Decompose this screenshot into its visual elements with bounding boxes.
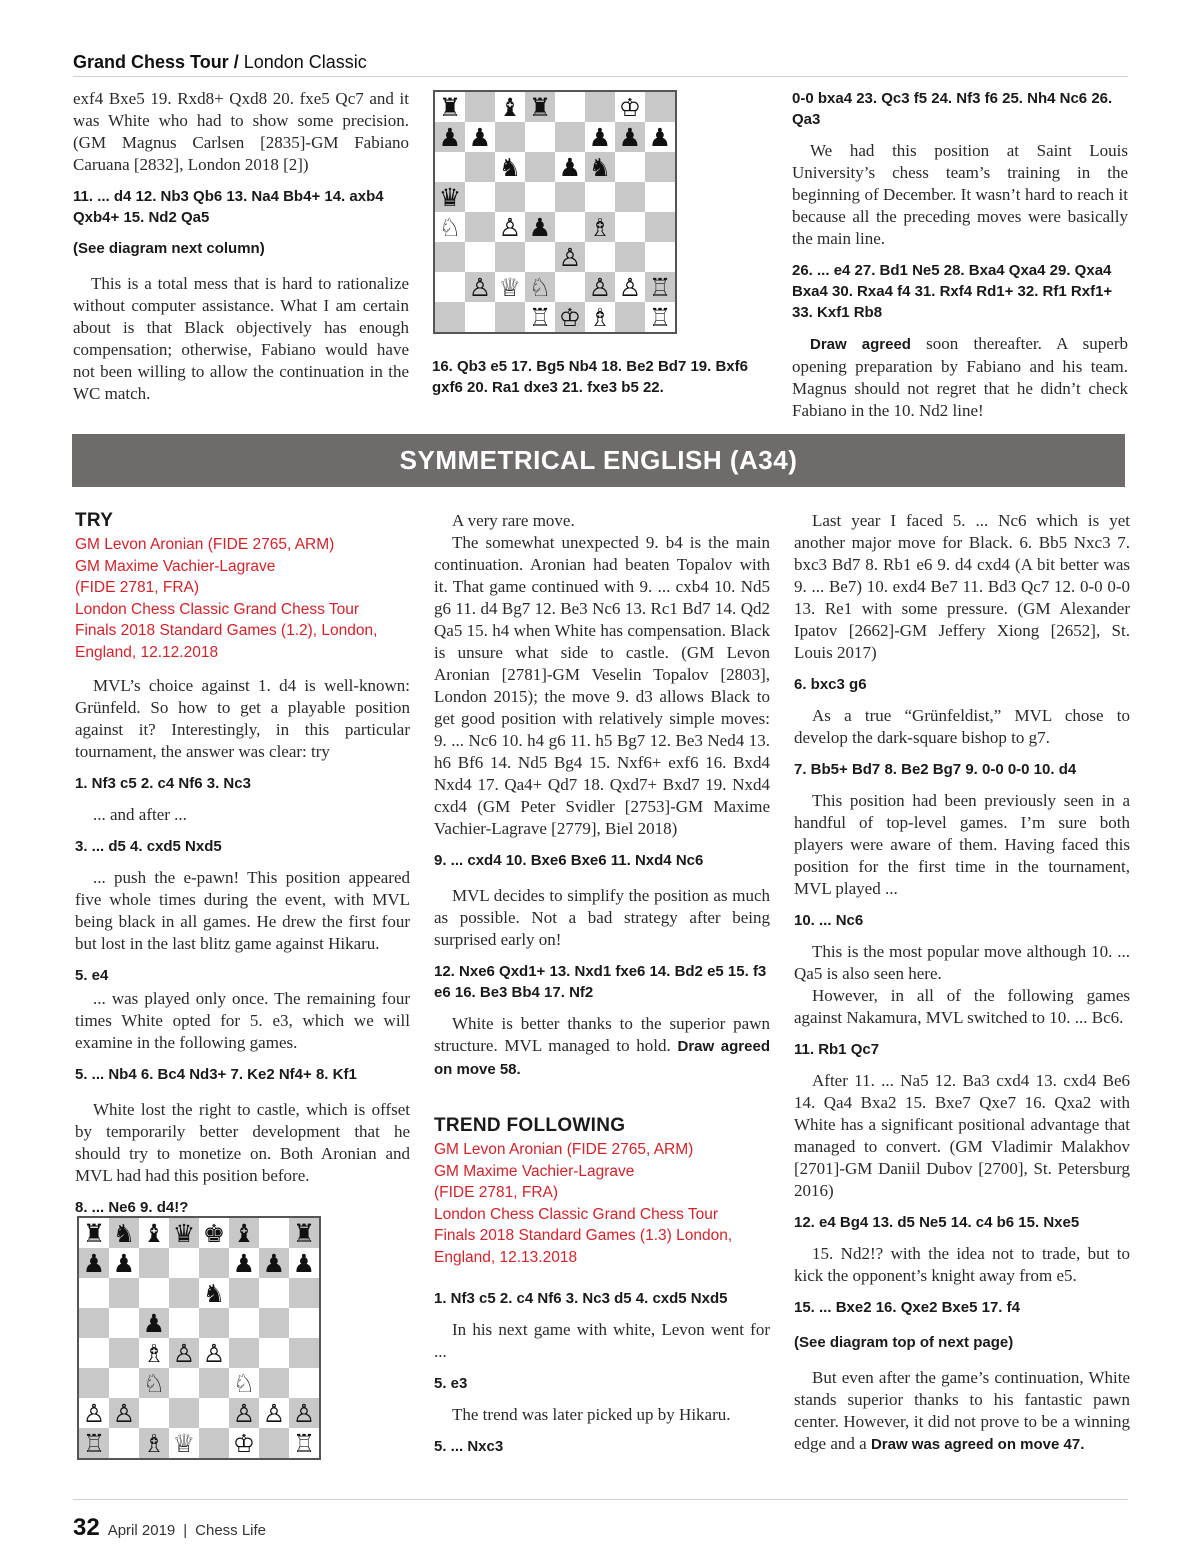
col3-paragraph-8-text: But even after the game’s continuation, White stands superior thanks to his fantastic pawn center. However, it did not prove to be a winning edge and a — [794, 1368, 1130, 1453]
col3-moves-6: 15. ... Bxe2 16. Qxe2 Bxe5 17. f4 — [794, 1299, 1020, 1316]
square-d4 — [169, 1338, 199, 1368]
square-h1 — [289, 1428, 319, 1458]
col3-moves-1: 6. bxc3 g6 — [794, 676, 867, 693]
square-g6 — [615, 152, 645, 182]
col1-moves-2: 3. ... d5 4. cxd5 Nxd5 — [75, 838, 222, 855]
square-f4 — [229, 1338, 259, 1368]
top-col3-paragraph-2 — [792, 333, 1128, 422]
square-c7 — [139, 1248, 169, 1278]
col3-diagram-note: (See diagram top of next page) — [794, 1334, 1014, 1351]
col1-paragraph-3: ... push the e-pawn! This position appeared five whole times during the event, with MVL being black in all games. He drew the first four but lost in the last blitz game against Hikaru. — [75, 868, 410, 953]
square-g1 — [615, 302, 645, 332]
col3-paragraph-4: This is the most popular move although 10. ... Qa5 is also seen here. — [794, 942, 1130, 983]
top-column-1 — [73, 88, 409, 415]
footer-magazine: Chess Life — [195, 1522, 267, 1539]
trend-event-line-1: London Chess Classic Grand Chess Tour — [434, 1205, 719, 1223]
header-series: Grand Chess Tour — [73, 52, 229, 72]
black-king-icon: ♚ — [202, 1218, 226, 1248]
header-event: London Classic — [243, 52, 367, 72]
square-e1 — [199, 1428, 229, 1458]
white-pawn-icon: ♙ — [202, 1338, 226, 1368]
square-h1 — [645, 302, 675, 332]
black-pawn-icon: ♟ — [618, 122, 642, 152]
white-rook-icon: ♖ — [292, 1428, 316, 1458]
col2-moves-5: 5. ... Nxc3 — [434, 1438, 504, 1455]
square-b7 — [465, 122, 495, 152]
square-g7 — [259, 1248, 289, 1278]
col1-moves-1: 1. Nf3 c5 2. c4 Nf6 3. Nc3 — [75, 775, 251, 792]
white-pawn-icon: ♙ — [498, 212, 522, 242]
square-a2 — [79, 1398, 109, 1428]
square-a1 — [435, 302, 465, 332]
white-pawn-icon: ♙ — [262, 1398, 286, 1428]
square-e3 — [199, 1368, 229, 1398]
square-f4 — [585, 212, 615, 242]
white-rook-icon: ♖ — [82, 1428, 106, 1458]
trend-black-player: GM Maxime Vachier-Lagrave — [434, 1162, 635, 1180]
square-f6 — [585, 152, 615, 182]
white-bishop-icon: ♗ — [588, 302, 612, 332]
square-e7 — [555, 122, 585, 152]
square-f3 — [229, 1368, 259, 1398]
square-b8 — [465, 92, 495, 122]
square-b6 — [109, 1278, 139, 1308]
square-d1 — [169, 1428, 199, 1458]
white-knight-icon: ♘ — [232, 1368, 256, 1398]
col3-moves-3: 10. ... Nc6 — [794, 912, 864, 929]
col3-paragraph-7: 15. Nd2!? with the idea not to trade, but to kick the opponent’s knight away from e5. — [794, 1244, 1130, 1285]
page-number: 32 — [73, 1514, 100, 1541]
square-f5 — [229, 1308, 259, 1338]
square-b2 — [465, 272, 495, 302]
section-banner: SYMMETRICAL ENGLISH (A34) — [72, 434, 1125, 487]
black-knight-icon: ♞ — [112, 1218, 136, 1248]
square-a2 — [435, 272, 465, 302]
square-e2 — [199, 1398, 229, 1428]
square-a3 — [435, 242, 465, 272]
square-h5 — [645, 182, 675, 212]
square-a3 — [79, 1368, 109, 1398]
white-pawn-icon: ♙ — [558, 242, 582, 272]
square-c8 — [495, 92, 525, 122]
square-f5 — [585, 182, 615, 212]
square-h5 — [289, 1308, 319, 1338]
draw-agreed-label: Draw agreed — [810, 336, 911, 353]
square-h4 — [645, 212, 675, 242]
trend-event-line-2: Finals 2018 Standard Games (1.3) London, — [434, 1227, 733, 1244]
black-rook-icon: ♜ — [528, 92, 552, 122]
top-column-3 — [792, 88, 1128, 432]
square-c1 — [139, 1428, 169, 1458]
black-rook-icon: ♜ — [438, 92, 462, 122]
white-pawn-icon: ♙ — [232, 1398, 256, 1428]
square-b1 — [109, 1428, 139, 1458]
black-knight-icon: ♞ — [588, 152, 612, 182]
col2-paragraph-5: In his next game with white, Levon went for ... — [434, 1320, 770, 1361]
chess-diagram-bottom — [77, 1216, 321, 1460]
bottom-column-2 — [434, 510, 770, 1467]
col3-moves-2: 7. Bb5+ Bd7 8. Be2 Bg7 9. 0-0 0-0 10. d4 — [794, 761, 1077, 778]
black-pawn-icon: ♟ — [142, 1308, 166, 1338]
square-c6 — [139, 1278, 169, 1308]
square-f2 — [585, 272, 615, 302]
white-king-icon: ♔ — [618, 92, 642, 122]
black-queen-icon: ♛ — [438, 182, 462, 212]
header-rule — [73, 76, 1128, 77]
black-knight-icon: ♞ — [202, 1278, 226, 1308]
col3-moves-5: 12. e4 Bg4 13. d5 Ne5 14. c4 b6 15. Nxe5 — [794, 1214, 1080, 1231]
chess-diagram-top — [433, 90, 677, 334]
square-d2 — [525, 272, 555, 302]
square-h3 — [289, 1368, 319, 1398]
square-g5 — [615, 182, 645, 212]
square-a6 — [79, 1278, 109, 1308]
square-b4 — [109, 1338, 139, 1368]
black-player-rating: (FIDE 2781, FRA) — [75, 579, 200, 596]
square-f2 — [229, 1398, 259, 1428]
square-e5 — [199, 1308, 229, 1338]
white-pawn-icon: ♙ — [82, 1398, 106, 1428]
square-a1 — [79, 1428, 109, 1458]
square-e6 — [555, 152, 585, 182]
col3-paragraph-1: Last year I faced 5. ... Nc6 which is yet another major move for Black. 6. Bb5 Nxc3 7. bxc3 Bd7 8. Rb1 e6 9. d4 cxd4 (A bit better was 9. ... Be7) 10. exd4 Be7 11. Bd3 Qc7 12. 0-0 0-0 13. Re1 with some pressure. (GM Alexander Ipatov [2662]-GM Jeffery Xiong [2652], St. Louis 2017) — [794, 511, 1130, 662]
section-heading-trend-following: TREND FOLLOWING — [434, 1115, 626, 1136]
square-d8 — [525, 92, 555, 122]
square-d7 — [169, 1248, 199, 1278]
black-pawn-icon: ♟ — [232, 1248, 256, 1278]
square-c6 — [495, 152, 525, 182]
white-bishop-icon: ♗ — [142, 1428, 166, 1458]
square-g3 — [615, 242, 645, 272]
white-queen-icon: ♕ — [172, 1428, 196, 1458]
white-knight-icon: ♘ — [438, 212, 462, 242]
square-a7 — [435, 122, 465, 152]
white-pawn-icon: ♙ — [292, 1398, 316, 1428]
square-g4 — [615, 212, 645, 242]
square-e3 — [555, 242, 585, 272]
black-pawn-icon: ♟ — [468, 122, 492, 152]
trend-event-line-3: England, 12.13.2018 — [434, 1248, 578, 1266]
col2-moves-2: 12. Nxe6 Qxd1+ 13. Nxd1 fxe6 14. Bd2 e5 15. f3 e6 16. Be3 Bb4 17. Nf2 — [434, 963, 767, 1001]
white-pawn-icon: ♙ — [588, 272, 612, 302]
col2-paragraph-4-text: White is better thanks to the superior pawn structure. MVL managed to hold. — [434, 1014, 770, 1055]
square-d6 — [169, 1278, 199, 1308]
footer-date: April 2019 — [107, 1522, 176, 1539]
square-c2 — [495, 272, 525, 302]
square-d3 — [169, 1368, 199, 1398]
black-rook-icon: ♜ — [82, 1218, 106, 1248]
col3-paragraph-5: However, in all of the following games against Nakamura, MVL switched to 10. ... Bc6. — [794, 986, 1130, 1027]
white-knight-icon: ♘ — [142, 1368, 166, 1398]
col3-paragraph-6: After 11. ... Na5 12. Ba3 cxd4 13. cxd4 Be6 14. Qa4 Bxa2 15. Bxe7 Qxe7 16. Qxa2 with White has a significant positional advantage that managed to convert. (GM Vladimir Malakhov [2701]-GM Daniil Dubov [2700], St. Petersburg 2016) — [794, 1071, 1130, 1200]
square-b7 — [109, 1248, 139, 1278]
col2-paragraph-6: The trend was later picked up by Hikaru. — [452, 1405, 731, 1424]
white-rook-icon: ♖ — [648, 302, 672, 332]
col2-paragraph-4 — [434, 1013, 770, 1081]
white-bishop-icon: ♗ — [588, 212, 612, 242]
black-pawn-icon: ♟ — [262, 1248, 286, 1278]
page-footer — [73, 1514, 266, 1542]
square-h2 — [645, 272, 675, 302]
black-pawn-icon: ♟ — [82, 1248, 106, 1278]
square-e4 — [555, 212, 585, 242]
square-b6 — [465, 152, 495, 182]
black-knight-icon: ♞ — [498, 152, 522, 182]
top-column-2 — [432, 356, 772, 408]
top-col1-paragraph-2: This is a total mess that is hard to rationalize without computer assistance. What I am certain about is that Black objectively has enough compensation; otherwise, Fabiano would have not been willing to allow the continuation in the WC match. — [73, 274, 409, 403]
white-rook-icon: ♖ — [648, 272, 672, 302]
col2-paragraph-2: The somewhat unexpected 9. b4 is the main continuation. Aronian had beaten Topalov with it. That game continued with 9. ... cxb4 10. Nd5 g6 11. d4 Bg7 12. Be3 Nc6 13. Rc1 Bd7 14. Qd2 Qa5 15. h4 when White has compensation. Black is unsure what side to castle. (GM Levon Aronian [2781]-GM Veselin Topalov [2803], London 2015); the move 9. d3 allows Black to get good position with relatively simple moves: 9. ... Nc6 10. h4 g6 11. h5 Bg7 12. Be3 Ned4 13. h6 Bf6 14. Nd5 Bg4 15. Nxf6+ exf6 16. Bxd4 Nxd4 17. Qa4+ Qd7 18. Qxd7+ Bxd7 19. Nxd4 cxd4 (GM Peter Svidler [2753]-GM Maxime Vachier-Lagrave [2779], Biel 2018) — [434, 533, 770, 838]
square-c2 — [139, 1398, 169, 1428]
square-h3 — [645, 242, 675, 272]
square-h8 — [289, 1218, 319, 1248]
black-pawn-icon: ♟ — [558, 152, 582, 182]
white-queen-icon: ♕ — [498, 272, 522, 302]
black-pawn-icon: ♟ — [438, 122, 462, 152]
square-g2 — [259, 1398, 289, 1428]
square-a4 — [435, 212, 465, 242]
square-a5 — [435, 182, 465, 212]
white-player: GM Levon Aronian (FIDE 2765, ARM) — [75, 536, 335, 553]
square-d4 — [525, 212, 555, 242]
square-c1 — [495, 302, 525, 332]
square-h8 — [645, 92, 675, 122]
square-b3 — [465, 242, 495, 272]
trend-black-player-rating: (FIDE 2781, FRA) — [434, 1184, 559, 1201]
square-b8 — [109, 1218, 139, 1248]
col1-paragraph-5: White lost the right to castle, which is offset by temporarily better development that he should try to monetize on. Both Aronian and MVL had had this position before. — [75, 1100, 410, 1185]
black-rook-icon: ♜ — [292, 1218, 316, 1248]
square-e2 — [555, 272, 585, 302]
square-b3 — [109, 1368, 139, 1398]
running-header — [73, 52, 1128, 73]
square-h7 — [289, 1248, 319, 1278]
header-separator: / — [228, 52, 244, 72]
col1-paragraph-4: ... was played only once. The remaining four times White opted for 5. e3, which we will examine in the following games. — [75, 989, 410, 1052]
square-g4 — [259, 1338, 289, 1368]
square-f3 — [585, 242, 615, 272]
square-b2 — [109, 1398, 139, 1428]
square-a8 — [79, 1218, 109, 1248]
square-h4 — [289, 1338, 319, 1368]
col1-moves-4: 5. ... Nb4 6. Bc4 Nd3+ 7. Ke2 Nf4+ 8. Kf1 — [75, 1066, 357, 1083]
square-c3 — [139, 1368, 169, 1398]
col2-paragraph-3: MVL decides to simplify the position as much as possible. Not a bad strategy after being surprised early on! — [434, 886, 770, 949]
square-f7 — [229, 1248, 259, 1278]
event-line-3: England, 12.12.2018 — [75, 643, 219, 661]
square-h6 — [289, 1278, 319, 1308]
square-e5 — [555, 182, 585, 212]
col1-paragraph-2: ... and after ... — [93, 805, 187, 824]
square-g8 — [259, 1218, 289, 1248]
square-b1 — [465, 302, 495, 332]
square-c4 — [139, 1338, 169, 1368]
white-king-icon: ♔ — [232, 1428, 256, 1458]
square-f8 — [229, 1218, 259, 1248]
square-d5 — [169, 1308, 199, 1338]
square-h2 — [289, 1398, 319, 1428]
square-c4 — [495, 212, 525, 242]
top-col2-moves-1: 16. Qb3 e5 17. Bg5 Nb4 18. Be2 Bd7 19. Bxf6 gxf6 20. Ra1 dxe3 21. fxe3 b5 22. — [432, 358, 748, 396]
square-f8 — [585, 92, 615, 122]
black-pawn-icon: ♟ — [292, 1248, 316, 1278]
square-e1 — [555, 302, 585, 332]
top-col1-paragraph-1: exf4 Bxe5 19. Rxd8+ Qxd8 20. fxe5 Qc7 and it was White who had to show some precision. (GM Magnus Carlsen [2835]-GM Fabiano Caruana [2832], London 2018 [2]) — [73, 89, 409, 174]
square-g1 — [259, 1428, 289, 1458]
square-d2 — [169, 1398, 199, 1428]
col3-paragraph-2: As a true “Grünfeldist,” MVL chose to develop the dark-square bishop to g7. — [794, 706, 1130, 747]
square-c7 — [495, 122, 525, 152]
white-pawn-icon: ♙ — [618, 272, 642, 302]
square-e8 — [199, 1218, 229, 1248]
black-pawn-icon: ♟ — [648, 122, 672, 152]
col3-moves-4: 11. Rb1 Qc7 — [794, 1041, 880, 1058]
col2-draw-agreed: Draw agreed on move 58. — [434, 1038, 770, 1078]
white-pawn-icon: ♙ — [172, 1338, 196, 1368]
square-c8 — [139, 1218, 169, 1248]
white-rook-icon: ♖ — [528, 302, 552, 332]
square-a5 — [79, 1308, 109, 1338]
square-a8 — [435, 92, 465, 122]
col3-paragraph-8 — [794, 1367, 1130, 1456]
square-e6 — [199, 1278, 229, 1308]
footer-rule — [73, 1499, 1128, 1500]
white-pawn-icon: ♙ — [468, 272, 492, 302]
square-c5 — [139, 1308, 169, 1338]
event-line-1: London Chess Classic Grand Chess Tour — [75, 600, 360, 618]
square-h7 — [645, 122, 675, 152]
square-g6 — [259, 1278, 289, 1308]
square-f1 — [585, 302, 615, 332]
square-f7 — [585, 122, 615, 152]
col1-moves-5: 8. ... Ne6 9. d4!? — [75, 1199, 189, 1216]
event-line-2: Finals 2018 Standard Games (1.2), London, — [75, 622, 378, 639]
square-d1 — [525, 302, 555, 332]
black-pawn-icon: ♟ — [112, 1248, 136, 1278]
black-pawn-icon: ♟ — [528, 212, 552, 242]
square-a7 — [79, 1248, 109, 1278]
black-bishop-icon: ♝ — [142, 1218, 166, 1248]
square-f1 — [229, 1428, 259, 1458]
top-col3-paragraph-2-text: soon thereafter. A superb opening preparation by Fabiano and his team. Magnus should not regret that he didn’t check Fabiano in the 10. Nd2 line! — [792, 334, 1128, 420]
square-h6 — [645, 152, 675, 182]
square-g8 — [615, 92, 645, 122]
square-b4 — [465, 212, 495, 242]
square-c3 — [495, 242, 525, 272]
square-b5 — [109, 1308, 139, 1338]
white-bishop-icon: ♗ — [142, 1338, 166, 1368]
top-col3-moves-1: 0-0 bxa4 23. Qc3 f5 24. Nf3 f6 25. Nh4 Nc6 26. Qa3 — [792, 90, 1113, 128]
black-queen-icon: ♛ — [172, 1218, 196, 1248]
col1-paragraph-1: MVL’s choice against 1. d4 is well-known: Grünfeld. So how to get a playable position against it? Interestingly, in this particular tournament, the answer was clear: try — [75, 676, 410, 761]
square-d6 — [525, 152, 555, 182]
square-c5 — [495, 182, 525, 212]
col3-paragraph-3: This position had been previously seen in a handful of top-level games. I’m sure both players were aware of them. Having faced this position for the first time in the tournament, MVL played ... — [794, 791, 1130, 898]
bottom-column-3 — [794, 510, 1130, 1466]
top-col3-paragraph-1: We had this position at Saint Louis University’s chess team’s training in the beginning of December. It wasn’t hard to reach it because all the preceding moves were basically the main line. — [792, 141, 1128, 248]
black-bishop-icon: ♝ — [498, 92, 522, 122]
square-e4 — [199, 1338, 229, 1368]
square-e8 — [555, 92, 585, 122]
square-g7 — [615, 122, 645, 152]
white-knight-icon: ♘ — [528, 272, 552, 302]
footer-separator: | — [183, 1522, 188, 1539]
col2-moves-3: 1. Nf3 c5 2. c4 Nf6 3. Nc3 d5 4. cxd5 Nxd5 — [434, 1290, 728, 1307]
square-d5 — [525, 182, 555, 212]
col2-paragraph-1: A very rare move. — [452, 511, 575, 530]
square-d8 — [169, 1218, 199, 1248]
square-g2 — [615, 272, 645, 302]
square-a4 — [79, 1338, 109, 1368]
black-bishop-icon: ♝ — [232, 1218, 256, 1248]
square-d7 — [525, 122, 555, 152]
square-g5 — [259, 1308, 289, 1338]
col3-draw-agreed: Draw was agreed on move 47. — [870, 1436, 1085, 1453]
col2-moves-1: 9. ... cxd4 10. Bxe6 Bxe6 11. Nxd4 Nc6 — [434, 852, 704, 869]
black-pawn-icon: ♟ — [588, 122, 612, 152]
col2-moves-4: 5. e3 — [434, 1375, 468, 1392]
square-f6 — [229, 1278, 259, 1308]
top-col1-moves-1: 11. ... d4 12. Nb3 Qb6 13. Na4 Bb4+ 14. axb4 Qxb4+ 15. Nd2 Qa5 — [73, 188, 384, 226]
white-king-icon: ♔ — [558, 302, 582, 332]
square-d3 — [525, 242, 555, 272]
top-col3-moves-2: 26. ... e4 27. Bd1 Ne5 28. Bxa4 Qxa4 29. Qxa4 Bxa4 30. Rxa4 f4 31. Rxf4 Rd1+ 32. Rf1 Rxf1+ 33. Kxf1 Rb8 — [792, 262, 1113, 321]
top-col1-diagram-note: (See diagram next column) — [73, 240, 265, 257]
section-heading-try: TRY — [75, 510, 114, 531]
square-g3 — [259, 1368, 289, 1398]
col1-moves-3: 5. e4 — [75, 967, 109, 984]
square-e7 — [199, 1248, 229, 1278]
black-player: GM Maxime Vachier-Lagrave — [75, 557, 276, 575]
square-a6 — [435, 152, 465, 182]
trend-white-player: GM Levon Aronian (FIDE 2765, ARM) — [434, 1141, 694, 1158]
bottom-column-1 — [75, 510, 410, 1228]
square-b5 — [465, 182, 495, 212]
white-pawn-icon: ♙ — [112, 1398, 136, 1428]
